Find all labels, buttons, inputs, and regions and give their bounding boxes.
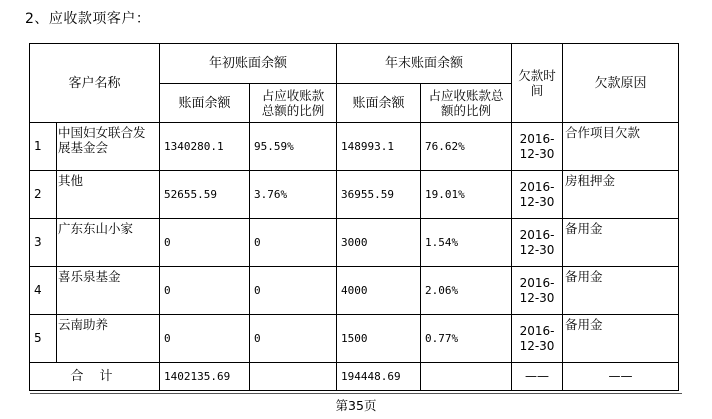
begin-ratio: 0 (250, 315, 337, 363)
header-debt-time-line1: 欠款时 (518, 68, 556, 83)
total-debt-time: —— (512, 363, 563, 391)
end-ratio: 0.77% (421, 315, 512, 363)
begin-ratio: 3.76% (250, 171, 337, 219)
row-number: 2 (30, 171, 57, 219)
row-number: 1 (30, 123, 57, 171)
debt-reason: 备用金 (563, 219, 679, 267)
debt-time-line1: 2016- (519, 227, 555, 242)
table-row (30, 171, 679, 219)
header-debt-reason: 欠款原因 (563, 44, 679, 123)
receivables-table (29, 43, 679, 391)
header-begin-balance: 账面余额 (160, 84, 250, 123)
debt-time-line1: 2016- (519, 179, 555, 194)
end-balance: 1500 (337, 315, 421, 363)
section-heading: 2、应收款项客户： (25, 11, 151, 27)
end-balance: 148993.1 (337, 123, 421, 171)
header-customer-name: 客户名称 (30, 44, 160, 123)
total-begin-balance: 1402135.69 (160, 363, 250, 391)
customer-name: 喜乐泉基金 (57, 267, 160, 315)
debt-time (512, 123, 563, 171)
begin-balance: 0 (160, 219, 250, 267)
table-row (30, 123, 679, 171)
header-end-balance: 账面余额 (337, 84, 421, 123)
header-debt-time (512, 44, 563, 123)
begin-balance: 0 (160, 267, 250, 315)
debt-time (512, 219, 563, 267)
begin-ratio: 95.59% (250, 123, 337, 171)
begin-ratio: 0 (250, 219, 337, 267)
table-row (30, 219, 679, 267)
customer-name: 云南助养 (57, 315, 160, 363)
debt-time-line2: 12-30 (519, 194, 555, 209)
end-balance: 36955.59 (337, 171, 421, 219)
debt-time (512, 315, 563, 363)
customer-name: 中国妇女联合发展基金会 (57, 123, 160, 171)
row-number: 5 (30, 315, 57, 363)
header-end-group: 年末账面余额 (337, 44, 512, 84)
total-begin-ratio (250, 363, 337, 391)
total-debt-reason: —— (563, 363, 679, 391)
debt-time-line2: 12-30 (519, 146, 555, 161)
debt-reason: 合作项目欠款 (563, 123, 679, 171)
total-end-balance: 194448.69 (337, 363, 421, 391)
total-end-ratio (421, 363, 512, 391)
begin-balance: 1340280.1 (160, 123, 250, 171)
row-number: 4 (30, 267, 57, 315)
end-balance: 4000 (337, 267, 421, 315)
table-row (30, 267, 679, 315)
footer-divider (30, 393, 682, 394)
debt-time-line1: 2016- (519, 323, 555, 338)
header-end-ratio-line2: 额的比例 (440, 103, 491, 118)
debt-time-line1: 2016- (519, 131, 555, 146)
debt-reason: 备用金 (563, 315, 679, 363)
customer-name: 其他 (57, 171, 160, 219)
total-label: 合 计 (30, 363, 160, 391)
debt-time-line1: 2016- (519, 275, 555, 290)
end-ratio: 2.06% (421, 267, 512, 315)
header-debt-time-line2: 间 (530, 83, 544, 98)
debt-time-line2: 12-30 (519, 290, 555, 305)
header-begin-group: 年初账面余额 (160, 44, 337, 84)
end-balance: 3000 (337, 219, 421, 267)
header-end-ratio-line1: 占应收账款总 (428, 88, 504, 103)
customer-name: 广东东山小家 (57, 219, 160, 267)
header-begin-ratio-line1: 占应收账款 (261, 88, 325, 103)
end-ratio: 19.01% (421, 171, 512, 219)
row-number: 3 (30, 219, 57, 267)
begin-ratio: 0 (250, 267, 337, 315)
page-number: 第35页 (335, 398, 377, 413)
debt-time (512, 171, 563, 219)
total-row (30, 363, 679, 391)
table-row (30, 315, 679, 363)
debt-time-line2: 12-30 (519, 338, 555, 353)
debt-reason: 备用金 (563, 267, 679, 315)
header-begin-ratio-line2: 总额的比例 (261, 103, 325, 118)
begin-balance: 0 (160, 315, 250, 363)
debt-time (512, 267, 563, 315)
begin-balance: 52655.59 (160, 171, 250, 219)
header-begin-ratio (250, 84, 337, 123)
end-ratio: 76.62% (421, 123, 512, 171)
debt-time-line2: 12-30 (519, 242, 555, 257)
header-end-ratio (421, 84, 512, 123)
debt-reason: 房租押金 (563, 171, 679, 219)
end-ratio: 1.54% (421, 219, 512, 267)
